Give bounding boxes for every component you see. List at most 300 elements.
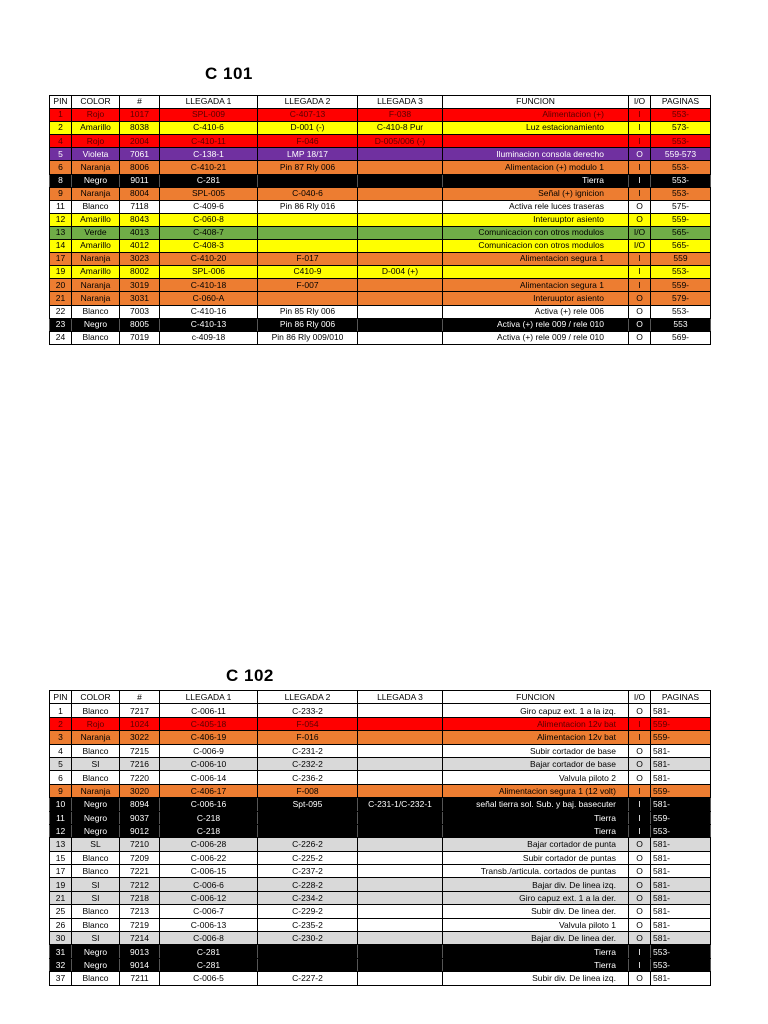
paginas-cell: 553- <box>651 161 711 174</box>
llegada1-cell: C-006-14 <box>160 771 258 784</box>
paginas-cell: 559- <box>651 717 711 730</box>
column-header-llegada2: LLEGADA 2 <box>258 96 358 109</box>
llegada3-cell: D-005/006 (-) <box>358 135 443 148</box>
funcion-cell: Luz estacionamiento <box>443 122 629 135</box>
number-cell: 8043 <box>120 213 160 226</box>
llegada1-cell: C-006-15 <box>160 865 258 878</box>
table-row <box>50 945 711 958</box>
llegada1-cell: C-006-16 <box>160 798 258 811</box>
io-cell: I <box>629 824 651 837</box>
table-row <box>50 918 711 931</box>
color-cell: Rojo <box>72 717 120 730</box>
pin-cell: 23 <box>50 318 72 331</box>
llegada1-cell: C-406-17 <box>160 784 258 797</box>
color-cell: Blanco <box>72 704 120 717</box>
color-cell: Blanco <box>72 972 120 985</box>
io-cell: I/O <box>629 240 651 253</box>
column-header-llegada1: LLEGADA 1 <box>160 96 258 109</box>
pin-cell: 11 <box>50 811 72 824</box>
llegada3-cell <box>358 784 443 797</box>
table-row <box>50 253 711 266</box>
llegada2-cell: F-054 <box>258 717 358 730</box>
funcion-cell: Alimentacion 12v bat <box>443 717 629 730</box>
paginas-cell: 581- <box>651 771 711 784</box>
io-cell: I <box>629 135 651 148</box>
llegada1-cell: C-060-A <box>160 292 258 305</box>
io-cell: I <box>629 945 651 958</box>
color-cell: SL <box>72 838 120 851</box>
llegada3-cell <box>358 972 443 985</box>
llegada1-cell: C-281 <box>160 945 258 958</box>
io-cell: O <box>629 891 651 904</box>
pin-cell: 13 <box>50 838 72 851</box>
funcion-cell: Subir cortador de puntas <box>443 851 629 864</box>
pin-cell: 1 <box>50 109 72 122</box>
llegada1-cell: C-006-11 <box>160 704 258 717</box>
number-cell: 7209 <box>120 851 160 864</box>
table-row <box>50 226 711 239</box>
color-cell: Blanco <box>72 771 120 784</box>
paginas-cell: 581- <box>651 905 711 918</box>
funcion-cell: Giro capuz ext. 1 a la izq. <box>443 704 629 717</box>
llegada3-cell <box>358 200 443 213</box>
llegada1-cell: C-281 <box>160 174 258 187</box>
column-header-pin: PIN <box>50 96 72 109</box>
llegada1-cell: C-006-22 <box>160 851 258 864</box>
llegada2-cell: D-001 (-) <box>258 122 358 135</box>
connector-table-c101 <box>49 95 711 345</box>
llegada1-cell: C-410-21 <box>160 161 258 174</box>
llegada3-cell <box>358 838 443 851</box>
paginas-cell: 569- <box>651 331 711 344</box>
color-cell: Amarillo <box>72 122 120 135</box>
paginas-cell: 581- <box>651 865 711 878</box>
table-row <box>50 958 711 971</box>
llegada1-cell: c-409-18 <box>160 331 258 344</box>
number-cell: 3022 <box>120 731 160 744</box>
funcion-cell: Activa rele luces traseras <box>443 200 629 213</box>
table-row <box>50 757 711 770</box>
table-row <box>50 811 711 824</box>
table-title: C 102 <box>226 666 274 685</box>
table-row <box>50 331 711 344</box>
llegada1-cell: C-006-7 <box>160 905 258 918</box>
llegada2-cell: C-040-6 <box>258 187 358 200</box>
number-cell: 9012 <box>120 824 160 837</box>
number-cell: 7217 <box>120 704 160 717</box>
number-cell: 7212 <box>120 878 160 891</box>
funcion-cell: Bajar div. De linea der. <box>443 932 629 945</box>
number-cell: 7213 <box>120 905 160 918</box>
pin-cell: 31 <box>50 945 72 958</box>
pin-cell: 3 <box>50 731 72 744</box>
color-cell: Rojo <box>72 109 120 122</box>
color-cell: Negro <box>72 945 120 958</box>
llegada3-cell <box>358 958 443 971</box>
llegada2-cell: C410-9 <box>258 266 358 279</box>
funcion-cell: Comunicacion con otros modulos <box>443 240 629 253</box>
table-row <box>50 122 711 135</box>
pin-cell: 10 <box>50 798 72 811</box>
number-cell: 7210 <box>120 838 160 851</box>
color-cell: Blanco <box>72 744 120 757</box>
llegada2-cell: C-231-2 <box>258 744 358 757</box>
io-cell: I <box>629 811 651 824</box>
column-header-number: # <box>120 96 160 109</box>
table-row <box>50 704 711 717</box>
number-cell: 8005 <box>120 318 160 331</box>
llegada3-cell <box>358 292 443 305</box>
llegada1-cell: C-410-16 <box>160 305 258 318</box>
table-header-row <box>50 691 711 704</box>
table-row <box>50 200 711 213</box>
funcion-cell: Alimentacion 12v bat <box>443 731 629 744</box>
funcion-cell: Tierra <box>443 824 629 837</box>
llegada3-cell <box>358 945 443 958</box>
table-row <box>50 109 711 122</box>
funcion-cell: Iluminacion consola derecho <box>443 148 629 161</box>
table-row <box>50 148 711 161</box>
number-cell: 7221 <box>120 865 160 878</box>
paginas-cell: 553- <box>651 945 711 958</box>
number-cell: 8002 <box>120 266 160 279</box>
paginas-cell: 553- <box>651 824 711 837</box>
paginas-cell: 581- <box>651 851 711 864</box>
llegada2-cell: C-236-2 <box>258 771 358 784</box>
pin-cell: 6 <box>50 161 72 174</box>
paginas-cell: 581- <box>651 798 711 811</box>
llegada3-cell <box>358 905 443 918</box>
color-cell: Violeta <box>72 148 120 161</box>
pin-cell: 9 <box>50 784 72 797</box>
color-cell: Amarillo <box>72 213 120 226</box>
pin-cell: 9 <box>50 187 72 200</box>
number-cell: 4012 <box>120 240 160 253</box>
table-row <box>50 187 711 200</box>
io-cell: O <box>629 905 651 918</box>
io-cell: I <box>629 279 651 292</box>
number-cell: 8094 <box>120 798 160 811</box>
pin-cell: 14 <box>50 240 72 253</box>
llegada1-cell: C-006-9 <box>160 744 258 757</box>
paginas-cell: 553- <box>651 174 711 187</box>
paginas-cell: 553- <box>651 187 711 200</box>
color-cell: Naranja <box>72 253 120 266</box>
llegada2-cell: F-007 <box>258 279 358 292</box>
llegada2-cell: F-046 <box>258 135 358 148</box>
llegada2-cell <box>258 292 358 305</box>
funcion-cell: Alimentacion segura 1 <box>443 279 629 292</box>
io-cell: O <box>629 878 651 891</box>
llegada3-cell <box>358 824 443 837</box>
llegada1-cell: C-410-13 <box>160 318 258 331</box>
pin-cell: 5 <box>50 757 72 770</box>
table-row <box>50 213 711 226</box>
column-header-io: I/O <box>629 691 651 704</box>
llegada3-cell: C-231-1/C-232-1 <box>358 798 443 811</box>
pin-cell: 2 <box>50 122 72 135</box>
llegada3-cell <box>358 161 443 174</box>
table-row <box>50 174 711 187</box>
paginas-cell: 579- <box>651 292 711 305</box>
llegada1-cell: C-006-5 <box>160 972 258 985</box>
llegada2-cell: C-407-13 <box>258 109 358 122</box>
number-cell: 7216 <box>120 757 160 770</box>
llegada1-cell: C-218 <box>160 811 258 824</box>
llegada2-cell: Pin 87 Rly 006 <box>258 161 358 174</box>
color-cell: Naranja <box>72 292 120 305</box>
paginas-cell: 565- <box>651 240 711 253</box>
funcion-cell: Alimentacion (+) <box>443 109 629 122</box>
paginas-cell: 581- <box>651 878 711 891</box>
number-cell: 4013 <box>120 226 160 239</box>
paginas-cell: 553- <box>651 109 711 122</box>
io-cell: O <box>629 704 651 717</box>
table-row <box>50 932 711 945</box>
llegada2-cell <box>258 811 358 824</box>
io-cell: I <box>629 958 651 971</box>
pin-cell: 21 <box>50 891 72 904</box>
llegada3-cell <box>358 757 443 770</box>
funcion-cell: Subir div. De linea der. <box>443 905 629 918</box>
llegada1-cell: SPL-006 <box>160 266 258 279</box>
llegada2-cell: C-235-2 <box>258 918 358 931</box>
table-row <box>50 865 711 878</box>
funcion-cell: Transb./articula. cortados de puntas <box>443 865 629 878</box>
llegada1-cell: C-410-11 <box>160 135 258 148</box>
number-cell: 3020 <box>120 784 160 797</box>
table-row <box>50 266 711 279</box>
color-cell: Blanco <box>72 851 120 864</box>
funcion-cell: Valvula piloto 2 <box>443 771 629 784</box>
io-cell: O <box>629 318 651 331</box>
color-cell: Blanco <box>72 865 120 878</box>
funcion-cell: Alimentacion segura 1 (12 volt) <box>443 784 629 797</box>
color-cell: Negro <box>72 798 120 811</box>
llegada2-cell: F-017 <box>258 253 358 266</box>
llegada3-cell: D-004 (+) <box>358 266 443 279</box>
table-row <box>50 838 711 851</box>
color-cell: Negro <box>72 318 120 331</box>
number-cell: 8004 <box>120 187 160 200</box>
color-cell: Naranja <box>72 279 120 292</box>
funcion-cell: Valvula piloto 1 <box>443 918 629 931</box>
funcion-cell: Interuuptor asiento <box>443 213 629 226</box>
table-row <box>50 161 711 174</box>
color-cell: Blanco <box>72 305 120 318</box>
column-header-llegada1: LLEGADA 1 <box>160 691 258 704</box>
color-cell: SI <box>72 932 120 945</box>
table-row <box>50 305 711 318</box>
color-cell: SI <box>72 891 120 904</box>
io-cell: O <box>629 757 651 770</box>
io-cell: O <box>629 200 651 213</box>
paginas-cell: 581- <box>651 891 711 904</box>
funcion-cell: Activa (+) rele 006 <box>443 305 629 318</box>
llegada2-cell: C-228-2 <box>258 878 358 891</box>
table-row <box>50 784 711 797</box>
llegada3-cell <box>358 704 443 717</box>
table-row <box>50 851 711 864</box>
color-cell: Amarillo <box>72 240 120 253</box>
funcion-cell: Tierra <box>443 811 629 824</box>
llegada3-cell <box>358 744 443 757</box>
pin-cell: 22 <box>50 305 72 318</box>
llegada2-cell <box>258 240 358 253</box>
color-cell: Blanco <box>72 200 120 213</box>
column-header-funcion: FUNCION <box>443 691 629 704</box>
number-cell: 9011 <box>120 174 160 187</box>
number-cell: 9013 <box>120 945 160 958</box>
number-cell: 7061 <box>120 148 160 161</box>
io-cell: I <box>629 731 651 744</box>
llegada2-cell: Pin 86 Rly 006 <box>258 318 358 331</box>
llegada1-cell: C-060-8 <box>160 213 258 226</box>
llegada3-cell <box>358 213 443 226</box>
pin-cell: 12 <box>50 824 72 837</box>
table-row <box>50 731 711 744</box>
llegada2-cell <box>258 174 358 187</box>
column-header-funcion: FUNCION <box>443 96 629 109</box>
color-cell: Rojo <box>72 135 120 148</box>
pin-cell: 26 <box>50 918 72 931</box>
llegada2-cell: Pin 86 Rly 009/010 <box>258 331 358 344</box>
pin-cell: 21 <box>50 292 72 305</box>
funcion-cell: Alimentacion segura 1 <box>443 253 629 266</box>
number-cell: 1017 <box>120 109 160 122</box>
llegada3-cell <box>358 253 443 266</box>
llegada1-cell: C-006-28 <box>160 838 258 851</box>
llegada3-cell <box>358 878 443 891</box>
io-cell: O <box>629 213 651 226</box>
llegada1-cell: C-405-18 <box>160 717 258 730</box>
paginas-cell: 565- <box>651 226 711 239</box>
color-cell: Blanco <box>72 905 120 918</box>
number-cell: 7219 <box>120 918 160 931</box>
llegada3-cell <box>358 240 443 253</box>
io-cell: I <box>629 122 651 135</box>
table-row <box>50 717 711 730</box>
paginas-cell: 581- <box>651 744 711 757</box>
llegada1-cell: C-406-19 <box>160 731 258 744</box>
llegada1-cell: SPL-009 <box>160 109 258 122</box>
funcion-cell: Activa (+) rele 009 / rele 010 <box>443 331 629 344</box>
color-cell: SI <box>72 757 120 770</box>
llegada2-cell <box>258 958 358 971</box>
pin-cell: 17 <box>50 253 72 266</box>
table-row <box>50 240 711 253</box>
column-header-io: I/O <box>629 96 651 109</box>
column-header-llegada3: LLEGADA 3 <box>358 96 443 109</box>
column-header-pin: PIN <box>50 691 72 704</box>
llegada2-cell: Pin 86 Rly 016 <box>258 200 358 213</box>
paginas-cell: 581- <box>651 838 711 851</box>
color-cell: Negro <box>72 958 120 971</box>
pin-cell: 24 <box>50 331 72 344</box>
paginas-cell: 559 <box>651 253 711 266</box>
paginas-cell: 581- <box>651 757 711 770</box>
table-row <box>50 878 711 891</box>
color-cell: Naranja <box>72 784 120 797</box>
paginas-cell: 553 <box>651 318 711 331</box>
color-cell: Amarillo <box>72 266 120 279</box>
io-cell: I <box>629 798 651 811</box>
io-cell: O <box>629 865 651 878</box>
color-cell: Verde <box>72 226 120 239</box>
llegada1-cell: C-006-13 <box>160 918 258 931</box>
llegada1-cell: C-281 <box>160 958 258 971</box>
io-cell: O <box>629 918 651 931</box>
number-cell: 3023 <box>120 253 160 266</box>
paginas-cell: 559- <box>651 784 711 797</box>
table-row <box>50 905 711 918</box>
paginas-cell: 553- <box>651 266 711 279</box>
llegada3-cell <box>358 811 443 824</box>
pin-cell: 4 <box>50 135 72 148</box>
llegada3-cell <box>358 717 443 730</box>
llegada1-cell: C-410-18 <box>160 279 258 292</box>
io-cell: I <box>629 161 651 174</box>
paginas-cell: 553- <box>651 305 711 318</box>
funcion-cell: Activa (+) rele 009 / rele 010 <box>443 318 629 331</box>
funcion-cell: Subir cortador de base <box>443 744 629 757</box>
paginas-cell: 581- <box>651 932 711 945</box>
io-cell: O <box>629 838 651 851</box>
llegada2-cell: C-226-2 <box>258 838 358 851</box>
table-title: C 101 <box>205 64 253 83</box>
io-cell: O <box>629 851 651 864</box>
funcion-cell: Tierra <box>443 945 629 958</box>
color-cell: Naranja <box>72 187 120 200</box>
paginas-cell: 559- <box>651 731 711 744</box>
llegada3-cell <box>358 279 443 292</box>
pin-cell: 20 <box>50 279 72 292</box>
llegada1-cell: C-410-6 <box>160 122 258 135</box>
funcion-cell: Giro capuz ext. 1 a la der. <box>443 891 629 904</box>
io-cell: I <box>629 174 651 187</box>
paginas-cell: 559- <box>651 213 711 226</box>
funcion-cell: Alimentacion (+) modulo 1 <box>443 161 629 174</box>
llegada1-cell: C-408-7 <box>160 226 258 239</box>
number-cell: 7211 <box>120 972 160 985</box>
llegada3-cell <box>358 731 443 744</box>
pin-cell: 1 <box>50 704 72 717</box>
number-cell: 9014 <box>120 958 160 971</box>
llegada2-cell: C-230-2 <box>258 932 358 945</box>
llegada2-cell <box>258 226 358 239</box>
llegada2-cell: C-225-2 <box>258 851 358 864</box>
column-header-paginas: PAGINAS <box>651 691 711 704</box>
column-header-number: # <box>120 691 160 704</box>
pin-cell: 4 <box>50 744 72 757</box>
llegada3-cell <box>358 891 443 904</box>
color-cell: Negro <box>72 174 120 187</box>
table-row <box>50 744 711 757</box>
number-cell: 2004 <box>120 135 160 148</box>
llegada2-cell: C-237-2 <box>258 865 358 878</box>
funcion-cell <box>443 266 629 279</box>
paginas-cell: 575- <box>651 200 711 213</box>
pin-cell: 30 <box>50 932 72 945</box>
funcion-cell: Bajar cortador de punta <box>443 838 629 851</box>
io-cell: I <box>629 187 651 200</box>
column-header-llegada2: LLEGADA 2 <box>258 691 358 704</box>
funcion-cell: señal tierra sol. Sub. y baj. basecuter <box>443 798 629 811</box>
number-cell: 1024 <box>120 717 160 730</box>
llegada2-cell <box>258 213 358 226</box>
number-cell: 9037 <box>120 811 160 824</box>
llegada3-cell <box>358 918 443 931</box>
